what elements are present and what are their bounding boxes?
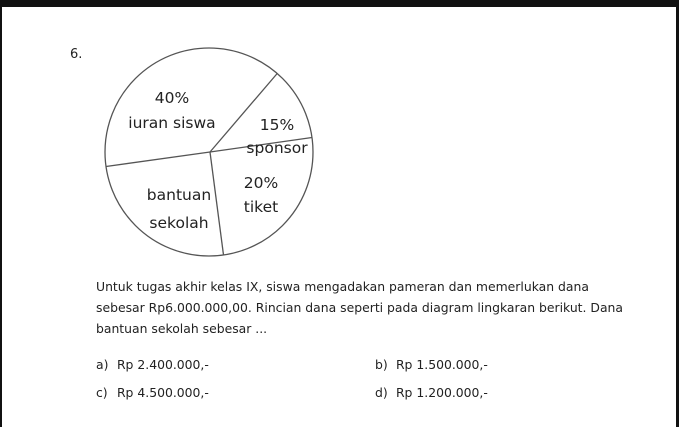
- question-number: 6.: [70, 47, 83, 62]
- slice-label-bantuan-sekolah-2: sekolah: [149, 214, 209, 232]
- slice-label-iuran-siswa-2: iuran siswa: [128, 114, 216, 132]
- option-b-text: Rp 1.500.000,-: [395, 357, 488, 372]
- slice-label-bantuan-sekolah-1: bantuan: [146, 186, 212, 204]
- option-a[interactable]: [96, 357, 209, 372]
- slice-label-tiket-1: 20%: [243, 174, 279, 192]
- option-b-key: b): [375, 357, 388, 372]
- option-c-text: Rp 4.500.000,-: [116, 385, 209, 400]
- option-a-key: a): [96, 357, 109, 372]
- slice-label-sponsor-2: sponsor: [246, 139, 308, 157]
- option-b[interactable]: [375, 357, 488, 372]
- option-a-text: Rp 2.400.000,-: [116, 357, 209, 372]
- slice-label-iuran-siswa-1: 40%: [154, 89, 190, 107]
- slice-label-tiket-2: tiket: [243, 198, 279, 216]
- question-text: Untuk tugas akhir kelas IX, siswa mengadakan pameran dan memerlukan dana sebesar Rp6.000.000,00. Rincian dana seperti pada diagram lingkaran berikut. Dana bantuan sekolah sebesar ...: [96, 279, 623, 336]
- option-d[interactable]: [375, 385, 488, 400]
- option-d-key: d): [375, 385, 388, 400]
- option-c[interactable]: [96, 385, 209, 400]
- option-d-text: Rp 1.200.000,-: [395, 385, 488, 400]
- option-c-key: c): [96, 385, 108, 400]
- slice-label-sponsor-1: 15%: [259, 116, 295, 134]
